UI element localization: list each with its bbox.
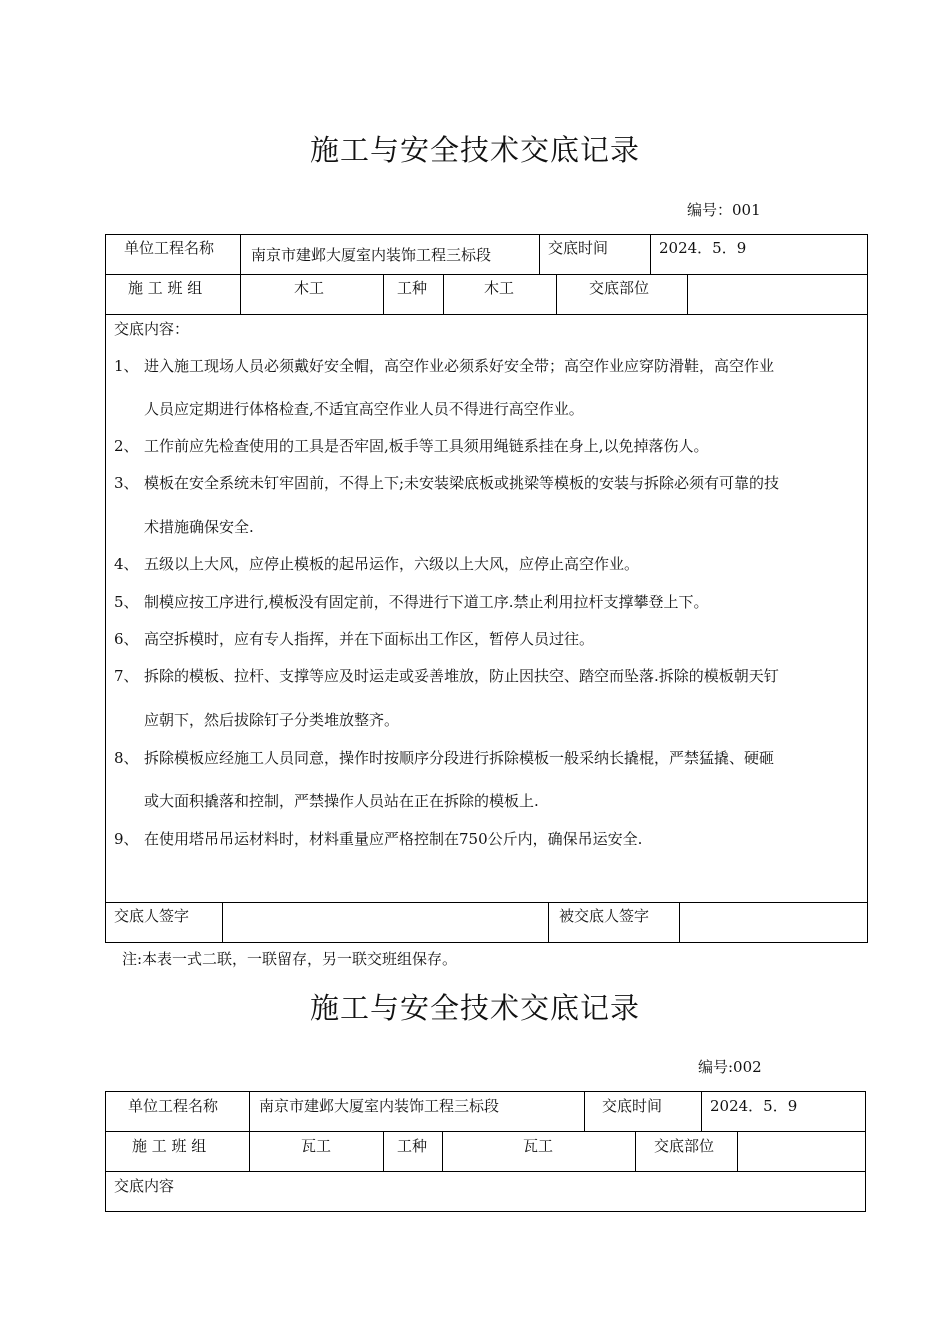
list-item-continuation: 人员应定期进行体格检查,不适宜高空作业人员不得进行高空作业。 [144,400,584,418]
disclosure-part-label: 交底部位 [589,279,650,297]
record2-doc-number: 编号:002 [698,1058,762,1076]
disclosure-time-label: 交底时间 [602,1097,663,1115]
list-item: 9、 在使用塔吊吊运材料时，材料重量应严格控制在750公斤内，确保吊运安全. [114,830,643,848]
trade-label: 工种 [397,1137,428,1155]
disclosure-part-label: 交底部位 [654,1137,715,1155]
list-item: 8、 拆除模板应经施工人员同意，操作时按顺序分段进行拆除模板一般采纳长撬棍，严禁猛撬、硬砸 [114,749,775,767]
list-item: 1、 进入施工现场人员必须戴好安全帽，高空作业必须系好安全带；高空作业应穿防滑鞋，高空作业 [114,357,775,375]
project-name-value: 南京市建邺大厦室内装饰工程三标段 [251,246,492,264]
work-team-value: 瓦工 [301,1137,332,1155]
footnote: 注:本表一式二联，一联留存，另一联交班组保存。 [122,950,458,968]
record1-title: 施工与安全技术交底记录 [309,133,640,167]
list-item: 4、 五级以上大风，应停止模板的起吊运作，六级以上大风，应停止高空作业。 [114,555,640,573]
recipient-signature-label: 被交底人签字 [559,907,650,925]
work-team-label: 施 工 班 组 [132,1137,207,1155]
list-item: 5、 制模应按工序进行,模板没有固定前，不得进行下道工序.禁止利用拉杆支撑攀登上下。 [114,593,709,611]
list-item-continuation: 应朝下，然后拔除钉子分类堆放整齐。 [144,711,400,729]
list-item: 3、 模板在安全系统未钉牢固前，不得上下;未安装梁底板或挑梁等模板的安装与拆除必须有可靠的技 [114,474,780,492]
record2-title: 施工与安全技术交底记录 [309,991,640,1025]
work-team-value: 木工 [294,279,325,297]
list-item-continuation: 或大面积撬落和控制，严禁操作人员站在正在拆除的模板上. [144,792,539,810]
trade-value: 瓦工 [523,1137,554,1155]
disclosure-time-value: 2024．5．9 [659,239,747,257]
work-team-label: 施 工 班 组 [128,279,203,297]
project-name-label: 单位工程名称 [124,239,215,257]
list-item-continuation: 术措施确保安全. [144,518,254,536]
project-name-label: 单位工程名称 [128,1097,219,1115]
list-item: 2、 工作前应先检查使用的工具是否牢固,板手等工具须用绳链系挂在身上,以免掉落伤人。 [114,437,709,455]
list-item: 6、 高空拆模时，应有专人指挥，并在下面标出工作区，暂停人员过往。 [114,630,595,648]
trade-label: 工种 [397,279,428,297]
discloser-signature-label: 交底人签字 [114,907,190,925]
project-name-value: 南京市建邺大厦室内装饰工程三标段 [259,1097,500,1115]
disclosure-content-label: 交底内容： [114,320,190,338]
record1-doc-number: 编号：001 [687,201,761,219]
disclosure-time-value: 2024．5．9 [710,1097,798,1115]
disclosure-content-label: 交底内容 [114,1177,175,1195]
list-item: 7、 拆除的模板、拉杆、支撑等应及时运走或妥善堆放，防止因扶空、踏空而坠落.拆除的模板朝天钉 [114,667,779,685]
disclosure-time-label: 交底时间 [548,239,609,257]
trade-value: 木工 [484,279,515,297]
